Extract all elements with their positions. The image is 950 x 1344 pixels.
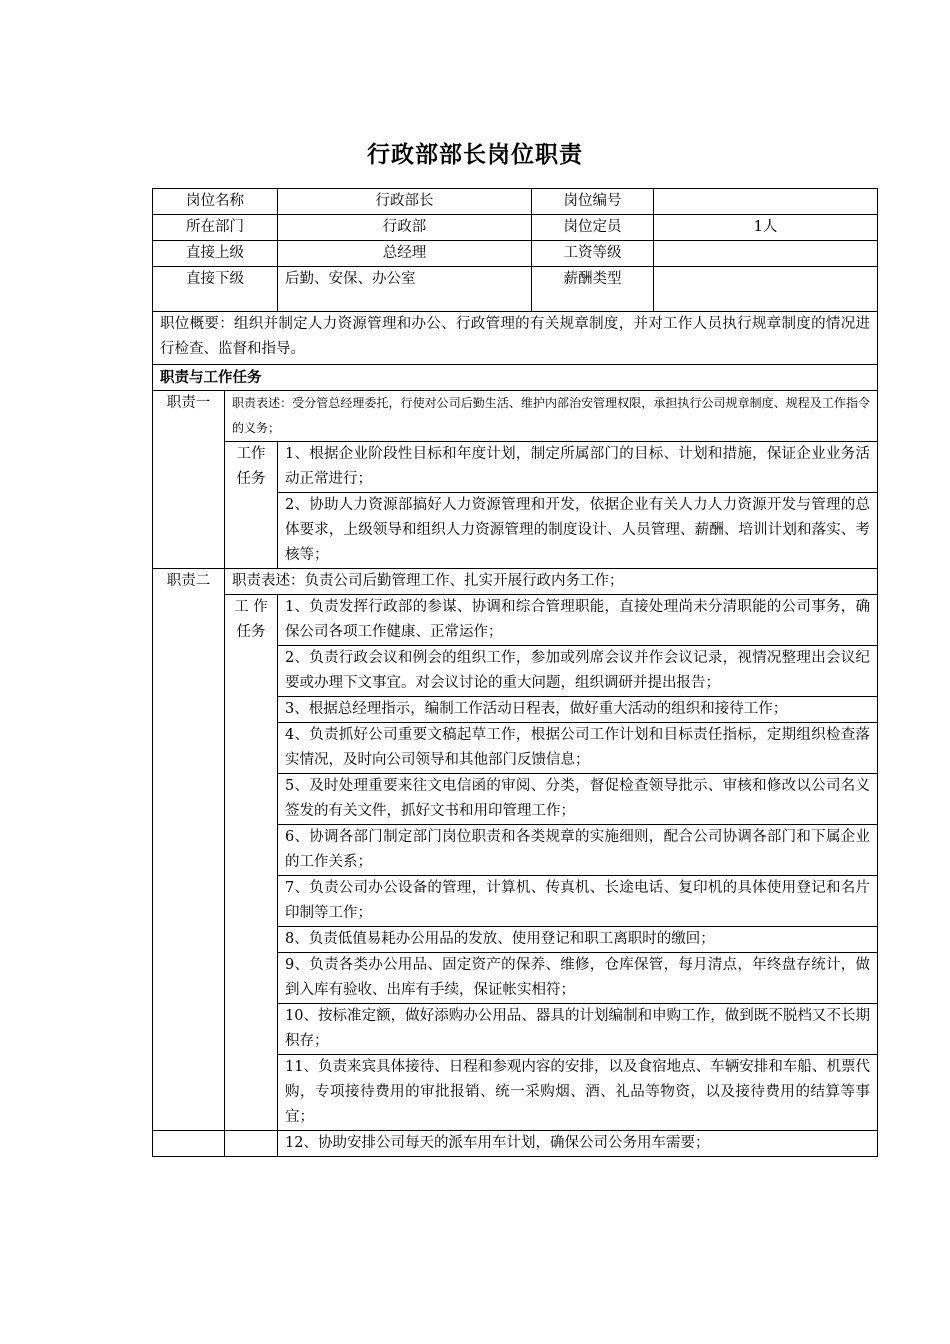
task-row [153, 595, 878, 646]
duty2-task-4: 4、负责抓好公司重要文稿起草工作，根据公司工作计划和目标责任指标，定期组织检查落实情况，及时向公司领导和其他部门反馈信息； [278, 723, 878, 774]
superior-label: 直接上级 [153, 241, 278, 267]
duty2-task-3: 3、根据总经理指示，编制工作活动日程表，做好重大活动的组织和接待工作； [278, 697, 878, 723]
duty2-task-9: 9、负责各类办公用品、固定资产的保养、维修，仓库保管，每月清点，年终盘存统计，做到入库有验收、出库有手续，保证帐实相符； [278, 953, 878, 1004]
subordinate-label: 直接下级 [153, 267, 278, 312]
job-description-table [152, 188, 878, 1157]
duties-header: 职责与工作任务 [153, 365, 878, 391]
position-no-value [654, 189, 878, 215]
department-label: 所在部门 [153, 215, 278, 241]
task-row [153, 442, 878, 493]
empty-cell [225, 1131, 278, 1157]
duties-header-row [153, 365, 878, 391]
duty2-task-10: 10、按标准定额，做好添购办公用品、器具的计划编制和申购工作，做到既不脱档又不长期积存； [278, 1004, 878, 1055]
info-row [153, 241, 878, 267]
position-name-label: 岗位名称 [153, 189, 278, 215]
duty2-task-12: 12、协助安排公司每天的派车用车计划，确保公司公务用车需要； [278, 1131, 878, 1157]
duty1-task-2: 2、协助人力资源部搞好人力资源管理和开发，依据企业有关人力人力资源开发与管理的总体要求，上级领导和组织人力资源管理的制度设计、人员管理、薪酬、培训计划和落实、考核等； [278, 493, 878, 569]
headcount-label: 岗位定员 [532, 215, 654, 241]
duty1-task-label: 工作任务 [225, 442, 278, 569]
empty-cell [153, 1131, 225, 1157]
info-row [153, 215, 878, 241]
duty2-task-7: 7、负责公司办公设备的管理，计算机、传真机、长途电话、复印机的具体使用登记和名片印制等工作； [278, 876, 878, 927]
duty2-task-5: 5、及时处理重要来往文电信函的审阅、分类，督促检查领导批示、审核和修改以公司名义签发的有关文件，抓好文书和用印管理工作； [278, 774, 878, 825]
subordinate-value: 后勤、安保、办公室 [278, 267, 532, 312]
position-no-label: 岗位编号 [532, 189, 654, 215]
duty2-task-11: 11、负责来宾具体接待、日程和参观内容的安排，以及食宿地点、车辆安排和车船、机票代购，专项接待费用的审批报销、统一采购烟、酒、礼品等物资，以及接待费用的结算等事宜； [278, 1055, 878, 1131]
position-name-value: 行政部长 [278, 189, 532, 215]
department-value: 行政部 [278, 215, 532, 241]
task-row [153, 1131, 878, 1157]
duty2-statement: 职责表述：负责公司后勤管理工作、扎实开展行政内务工作； [225, 569, 878, 595]
salary-grade-label: 工资等级 [532, 241, 654, 267]
pay-type-label: 薪酬类型 [532, 267, 654, 312]
duty2-task-1: 1、负责发挥行政部的参谋、协调和综合管理职能，直接处理尚未分清职能的公司事务，确保公司各项工作健康、正常运作； [278, 595, 878, 646]
duty1-label: 职责一 [153, 391, 225, 569]
duty2-task-label: 工 作任务 [225, 595, 278, 1131]
duty2-task-2: 2、负责行政会议和例会的组织工作，参加或列席会议并作会议记录，视情况整理出会议纪要或办理下文事宜。对会议讨论的重大问题，组织调研并提出报告； [278, 646, 878, 697]
position-summary: 职位概要：组织并制定人力资源管理和办公、行政管理的有关规章制度，并对工作人员执行规章制度的情况进行检查、监督和指导。 [153, 312, 878, 365]
duty1-statement: 职责表述：受分管总经理委托，行使对公司后勤生活、维护内部治安管理权限，承担执行公司规章制度、规程及工作指令的义务； [225, 391, 878, 442]
duty1-task-1: 1、根据企业阶段性目标和年度计划，制定所属部门的目标、计划和措施，保证企业业务活动正常进行； [278, 442, 878, 493]
duty2-task-8: 8、负责低值易耗办公用品的发放、使用登记和职工离职时的缴回； [278, 927, 878, 953]
salary-grade-value [654, 241, 878, 267]
page-title: 行政部部长岗位职责 [367, 141, 583, 168]
headcount-value: 1人 [654, 215, 878, 241]
summary-row [153, 312, 878, 365]
duty-row [153, 391, 878, 442]
duty-row [153, 569, 878, 595]
pay-type-value [654, 267, 878, 312]
superior-value: 总经理 [278, 241, 532, 267]
duty2-label: 职责二 [153, 569, 225, 1131]
info-row [153, 267, 878, 312]
info-row [153, 189, 878, 215]
duty2-task-6: 6、协调各部门制定部门岗位职责和各类规章的实施细则，配合公司协调各部门和下属企业的工作关系； [278, 825, 878, 876]
